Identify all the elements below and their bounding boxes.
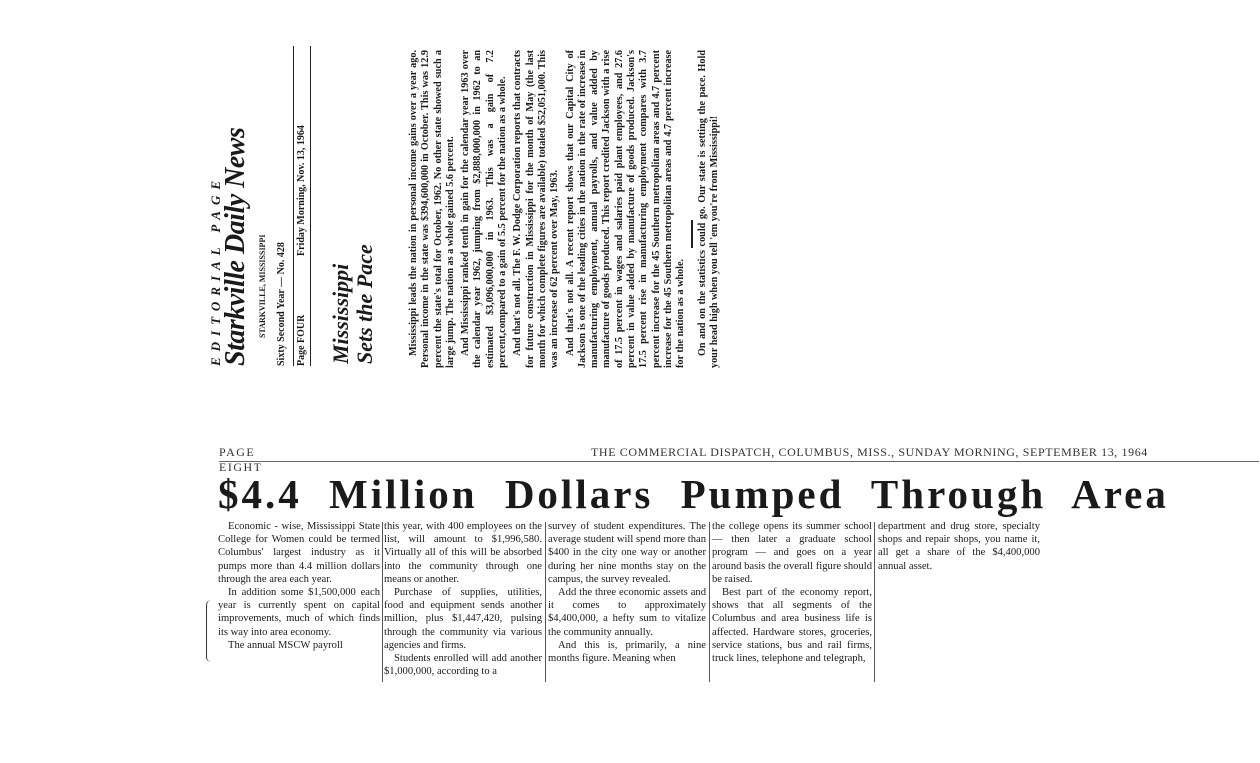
masthead-location: STARKVILLE, MISSISSIPPI	[258, 234, 267, 338]
article-column-4	[712, 520, 872, 665]
editorial-paragraph: And that's not all. A recent report shows that our Capital City of Jackson is one of the leading cities in the nation in the rate of increase in manufacturing employment, annual payrolls, and value added by manufacture of goods produced. This report credited Jackson with a rise of 17.5 percent in wages and salaries paid plant employees, and 27.6 percent in value added by manufacture of goods produced. Jackson's 17.5 percent rise in manufacturing employment compares with 3.7 percent increase for the 45 Southern metropolitan areas and 4.7 percent increase for the 45 Southern metropolitan areas and 4.7 percent increase for the nation as a whole.	[564, 50, 687, 368]
article-paragraph: Best part of the economy report, shows that all segments of the Columbus and area business life is affected. Hardware stores, groceries, service stations, bus and rail firms, truck lines, telephone and telegraph,	[712, 587, 872, 665]
header-rule	[219, 461, 1259, 462]
rotated-clipping-content	[200, 26, 820, 376]
editorial-paragraph: Mississippi leads the nation in personal income gains over a year ago. Personal income in the state was $394,600,000 in October. This was 12.9 percent the state's total for October, 1962. No other state showed such a large jump. The nation as a whole gained 5.6 percent.	[408, 50, 456, 368]
column-rule	[874, 522, 875, 682]
editorial-headline-line1: Mississippi	[328, 263, 353, 364]
editorial-body	[408, 50, 724, 368]
article-paragraph: Students enrolled will add another $1,000,000, according to a	[384, 653, 542, 678]
editorial-paragraph: And that's not all. The F. W. Dodge Corporation reports that contracts for future construction in Mississippi for the month of May (the last month for which complete figures are available) totaled $52,051,000. This was an increase of 62 percent over May, 1963.	[512, 49, 561, 368]
margin-bracket-mark	[206, 600, 211, 662]
editorial-paragraph: And Mississippi ranked tenth in gain for the calendar year 1963 over the calendar year 1962, jumping from $2,888,000,000 in 1962 to an estimated $3,096,000,000 in 1963. This was a gain of 7.2 percent,compared to a gain of 5.5 percent for the nation as a whole.	[460, 50, 509, 368]
article-column-1	[218, 520, 380, 652]
article-paragraph: department and drug store, specialty shops and repair shops, you name it, all get a share of the $4,400,000 annual asset.	[878, 521, 1040, 572]
article-paragraph: In addition some $1,500,000 each year is currently spent on capital improvements, much of which finds its way into area economy.	[218, 587, 380, 638]
masthead-title: Starkville Daily News	[220, 127, 251, 366]
article-paragraph: the college opens its summer school — then later a graduate school program — and goes on a year around basis the overall figure should be raised.	[712, 521, 872, 585]
masthead-date: Friday Morning, Nov. 13, 1964	[296, 125, 307, 256]
masthead-rule-bottom	[310, 46, 311, 366]
article-paragraph: Add the three economic assets and it comes to approximately $4,400,000, a hefty sum to vitalize the community annually.	[548, 587, 706, 638]
editorial-headline-line2: Sets the Pace	[352, 244, 377, 364]
paper-header: THE COMMERCIAL DISPATCH, COLUMBUS, MISS., SUNDAY MORNING, SEPTEMBER 13, 1964	[591, 445, 1148, 459]
page-number: PAGE EIGHT	[219, 445, 263, 474]
column-rule	[382, 522, 383, 682]
article-paragraph: survey of student expenditures. The average student will spend more than $400 in the city one way or another during her nine months stay on the campus, the survey revealed.	[548, 521, 706, 585]
article-paragraph: this year, with 400 employees on the list, will amount to $1,996,580. Virtually all of this will be absorbed into the community through one means or another.	[384, 521, 542, 585]
masthead-year-number: Sixty Second Year — No. 428	[276, 242, 287, 366]
masthead-rule	[293, 46, 294, 366]
article-paragraph: Economic - wise, Mississippi State College for Women could be termed Columbus' largest industry as it pumps more than 4.4 million dollars through the area each year.	[218, 521, 380, 585]
article-paragraph: The annual MSCW payroll	[228, 639, 343, 651]
column-rule	[709, 522, 710, 682]
article-column-2	[384, 520, 542, 678]
editorial-clipping	[200, 26, 820, 376]
article-column-5	[878, 520, 1040, 573]
article-column-3	[548, 520, 706, 665]
masthead-page: Page FOUR	[296, 314, 307, 366]
editorial-page-label: EDITORIAL PAGE	[208, 174, 223, 366]
editorial-end-rule	[691, 220, 693, 248]
editorial-paragraph: On and on the statistics could go. Our state is setting the pace. Hold your head high when you tell 'em you're from Mississippi!	[696, 50, 720, 368]
article-paragraph: Purchase of supplies, utilities, food and equipment sends another million, plus $1,447,420, pulsing through the community via various agencies and firms.	[384, 587, 542, 651]
article-headline: $4.4 Million Dollars Pumped Through Area	[218, 471, 1169, 517]
column-rule	[545, 522, 546, 682]
article-paragraph: And this is, primarily, a nine months figure. Meaning when	[548, 639, 706, 665]
